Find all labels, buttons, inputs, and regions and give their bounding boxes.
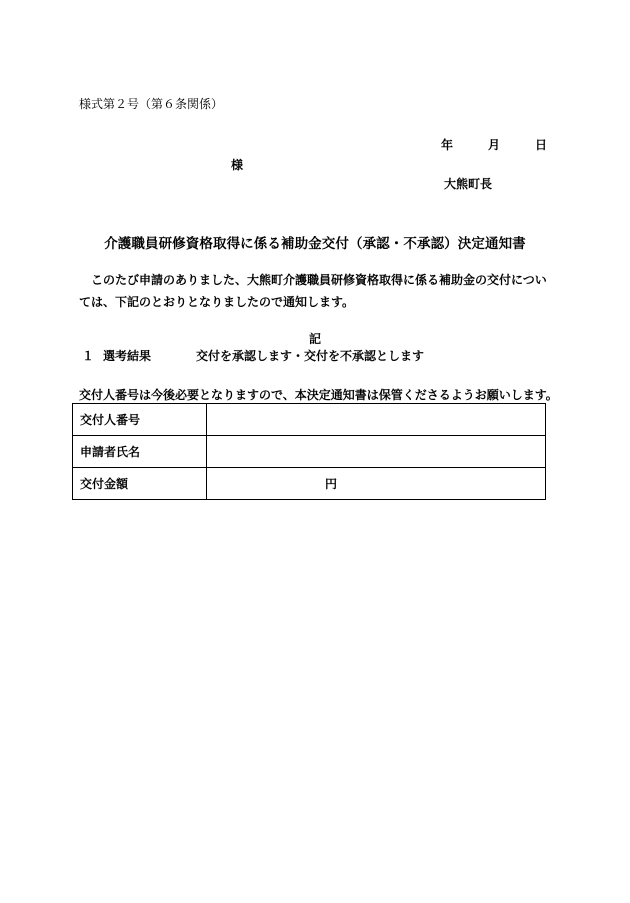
form-number: 様式第２号（第６条関係） [79,97,224,111]
table-value-cell [207,436,546,468]
table-label-cell: 申請者氏名 [73,436,207,468]
document-title: 介護職員研修資格取得に係る補助金交付（承認・不承認）決定通知書 [104,236,526,252]
table-row [73,468,546,500]
body-paragraph: このたび申請のありました、大熊町介護職員研修資格取得に係る補助金の交付については、下記のとおりとなりましたので通知します。 [79,273,547,309]
item-number: １ [82,349,95,363]
info-table [72,403,546,500]
table-row [73,436,546,468]
item-label: 選考結果 [103,349,152,363]
recipient-honorific: 様 [231,158,244,172]
table-row [73,404,546,436]
table-label-cell: 交付金額 [73,468,207,500]
item-value: 交付を承認します・交付を不承認とします [196,349,425,363]
date-year: 年 [441,138,454,152]
ki-heading: 記 [308,332,321,346]
date-day: 日 [535,138,548,152]
notice-text: 交付人番号は今後必要となりますので、本決定通知書は保管くださるようお願いします。 [79,388,558,402]
date-month: 月 [488,138,501,152]
table-label-cell: 交付人番号 [73,404,207,436]
table-value-cell [207,404,546,436]
issuer-name: 大熊町長 [444,177,493,191]
table-value-cell: 円 [207,468,546,500]
